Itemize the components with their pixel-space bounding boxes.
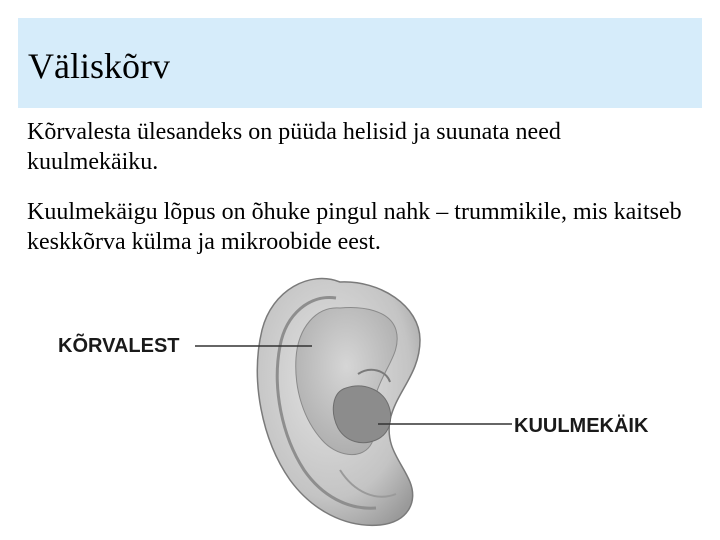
paragraph-auricle-function: Kõrvalesta ülesandeks on püüda helisid ja suunata need kuulmekäiku. xyxy=(27,119,561,175)
title-bar xyxy=(18,18,702,108)
slide-title: Väliskõrv xyxy=(28,46,170,86)
ear-illustration xyxy=(40,270,680,535)
paragraph-eardrum: Kuulmekäigu lõpus on õhuke pingul nahk – trummikile, mis kaitseb keskkõrva külma ja mikroobide eest. xyxy=(27,199,682,255)
ear-diagram xyxy=(40,270,680,535)
label-auricle: KÕRVALEST xyxy=(58,335,180,357)
label-ear-canal: KUULMEKÄIK xyxy=(514,415,649,437)
